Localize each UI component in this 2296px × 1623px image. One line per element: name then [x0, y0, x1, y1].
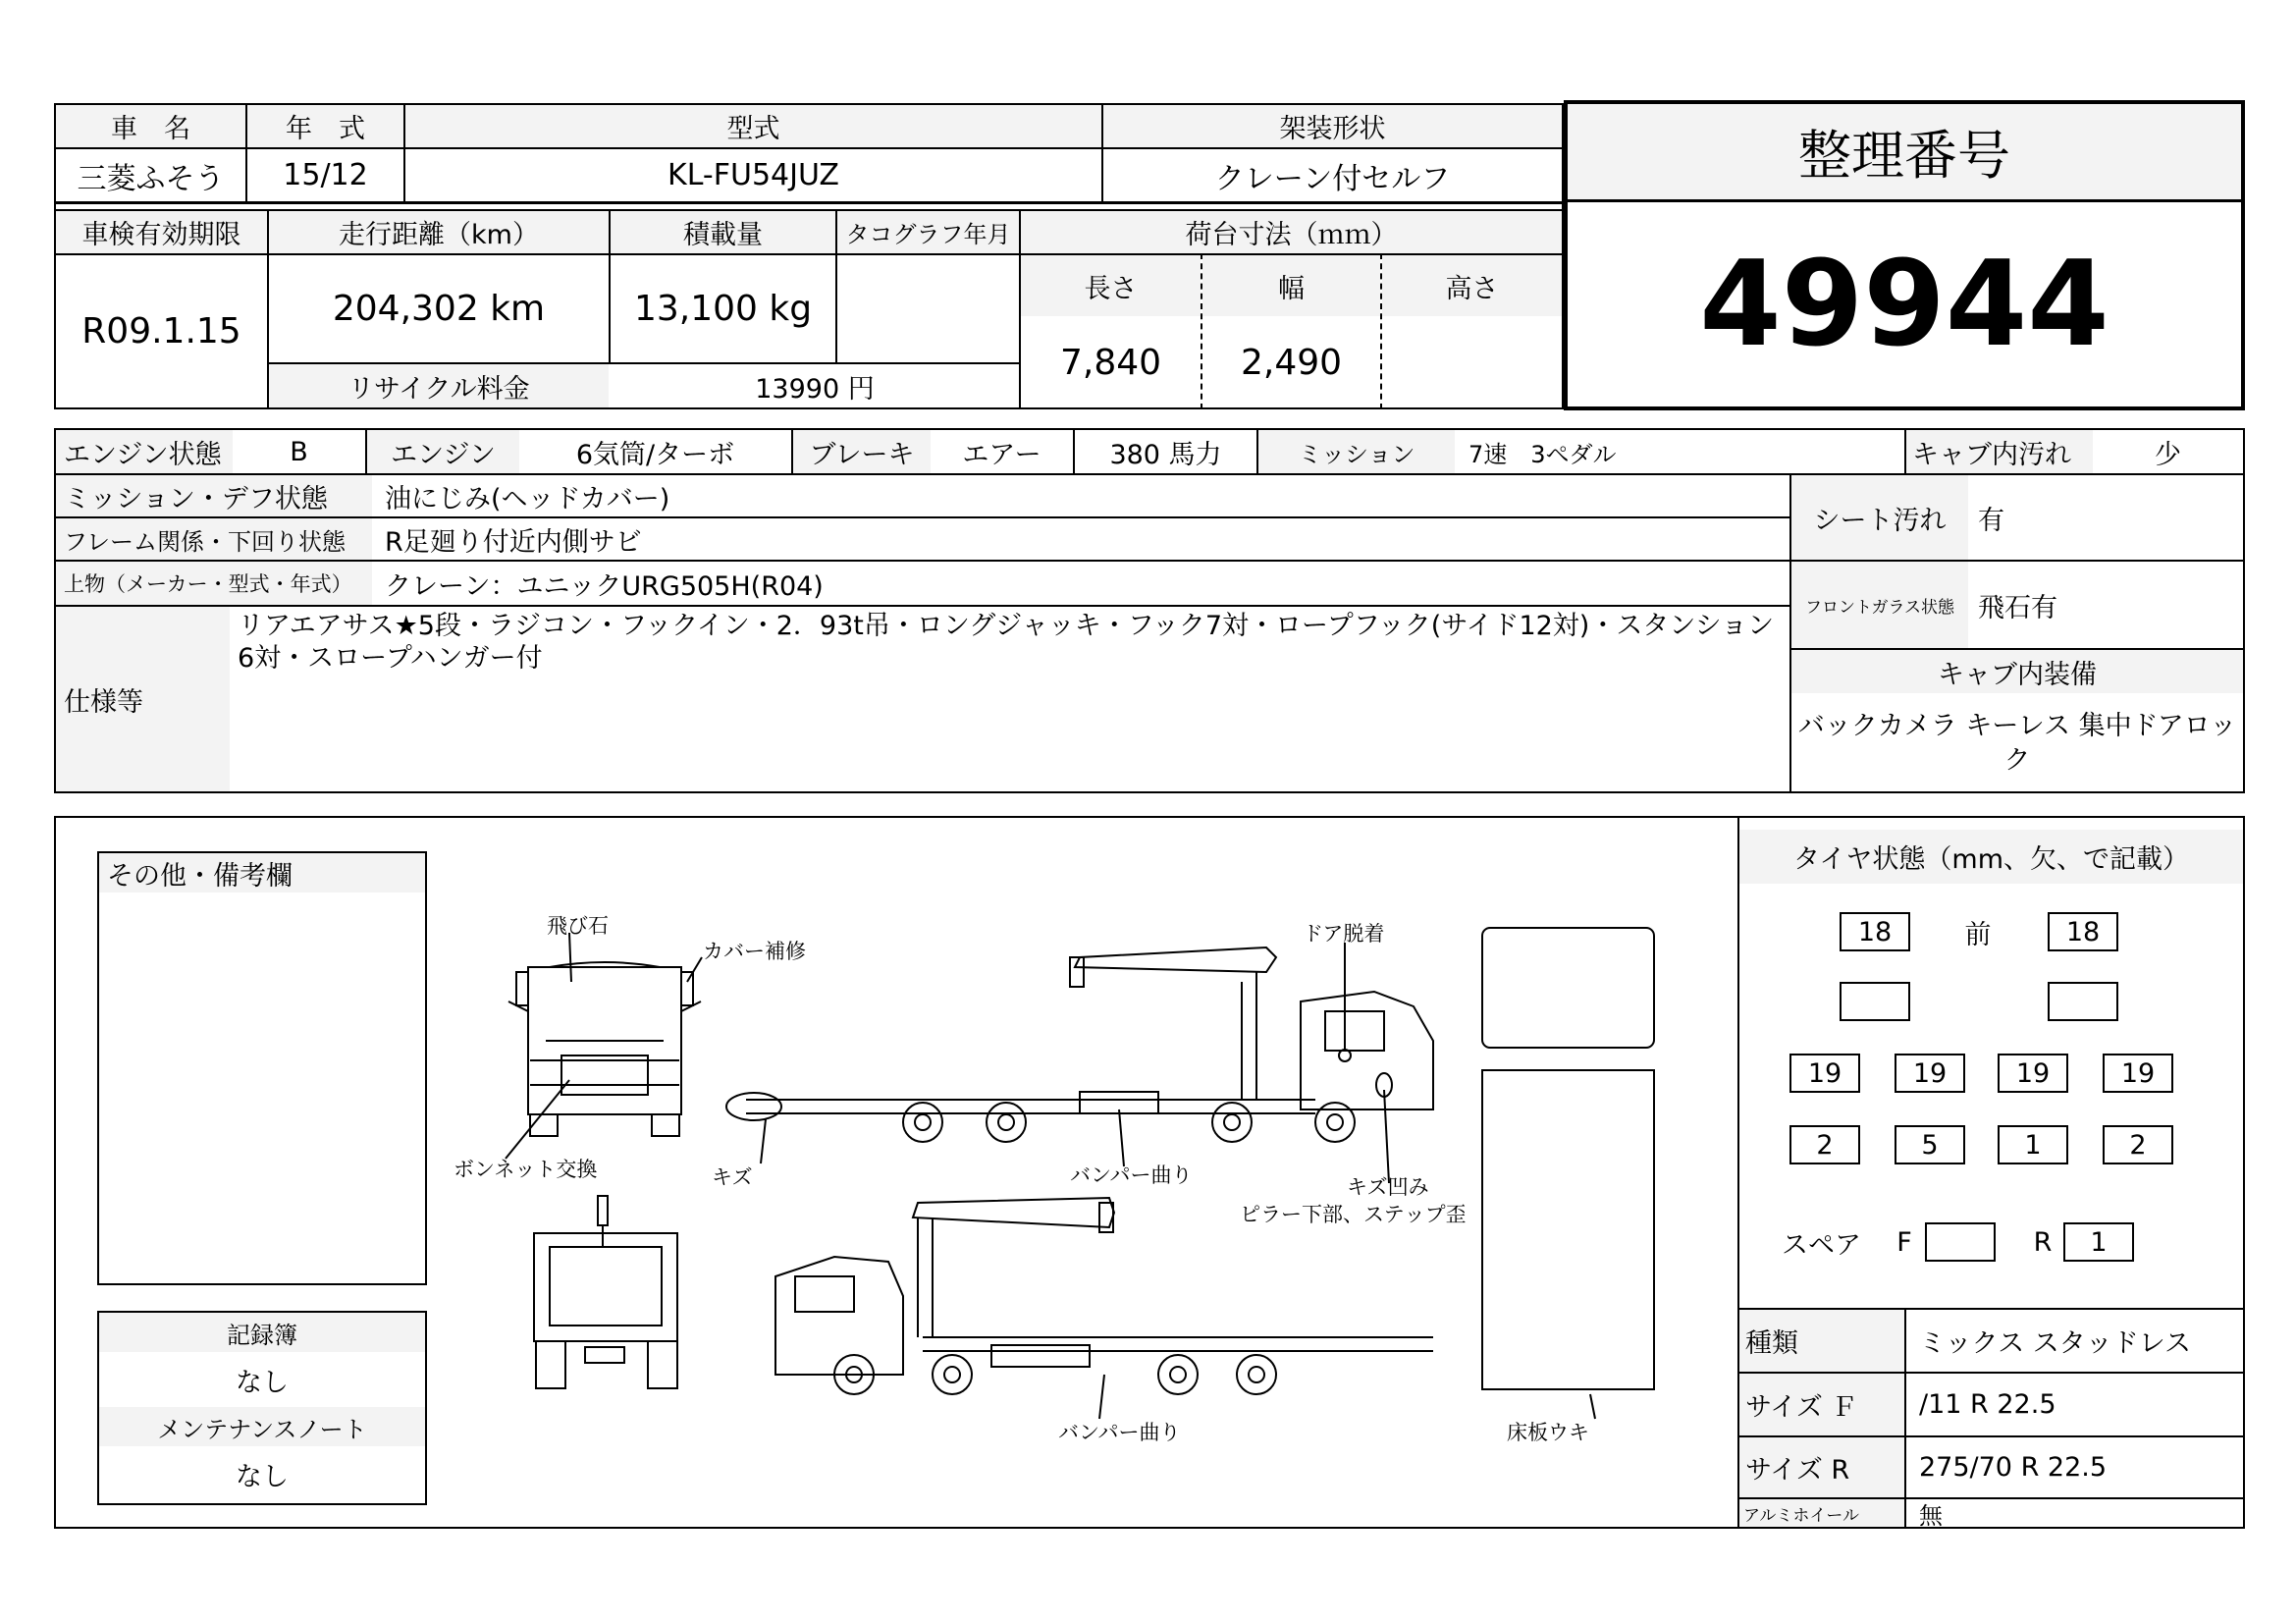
remarks-box: [97, 851, 427, 1285]
cab-equip-value: バックカメラ キーレス 集中ドアロック: [1797, 710, 2237, 776]
model-label: 型式: [405, 105, 1101, 147]
ref-number-box: [1564, 100, 2245, 410]
tire-size-r-value: 275/70 R 22.5: [1919, 1452, 2108, 1483]
tire-rear2-4: 2: [2103, 1125, 2173, 1164]
brake-value: エアー: [962, 439, 1041, 470]
tire-type-value: ミックス スタッドレス: [1919, 1328, 2191, 1359]
recycle-label: リサイクル料金: [269, 364, 609, 407]
cab-equip-label: キャブ内装備: [1791, 650, 2243, 693]
tire-rear1-2: 19: [1895, 1054, 1965, 1093]
truck-rear-view: [534, 1196, 677, 1388]
capacity-label: 積載量: [611, 211, 835, 253]
spare-f-label: F: [1896, 1226, 1912, 1258]
car-name-label: 車 名: [56, 105, 245, 147]
engine-state-label: エンジン状態: [56, 430, 233, 473]
tachograph-label: タコグラフ年月: [837, 211, 1019, 253]
note-door: ドア脱着: [1303, 922, 1385, 946]
bed-width-label: 幅: [1202, 255, 1380, 316]
spare-r-value: 1: [2063, 1222, 2134, 1262]
upper-value: クレーン：ユニックURG505H(R04): [385, 570, 824, 602]
cab-dirt-label: キャブ内汚れ: [1906, 430, 2093, 473]
body-type-value: クレーン付セルフ: [1214, 161, 1451, 196]
note-bonnet: ボンネット交換: [454, 1158, 598, 1181]
truck-side-view-right: [726, 947, 1433, 1142]
alumi-label: アルミホイール: [1739, 1499, 1904, 1527]
tire-rear2-2: 5: [1895, 1125, 1965, 1164]
note-stone: 飛び石: [547, 914, 609, 938]
tire-rear1-1: 19: [1789, 1054, 1860, 1093]
bed-top-view: [1482, 928, 1654, 1389]
spec-label: 仕様等: [56, 607, 230, 791]
tire-front-left: 18: [1840, 912, 1910, 951]
tire-size-r-label: サイズ R: [1739, 1437, 1904, 1497]
mileage-label: 走行距離（km）: [269, 211, 609, 253]
body-type-label: 架装形状: [1103, 105, 1562, 147]
tire-rear2-3: 1: [1998, 1125, 2068, 1164]
note-bumper1: バンパー曲り: [1070, 1163, 1193, 1187]
tire-type-label: 種類: [1739, 1310, 1904, 1372]
tire-front-right: 18: [2048, 912, 2118, 951]
inspection-value: R09.1.15: [81, 311, 241, 352]
horsepower-value: 380 馬力: [1109, 439, 1222, 470]
note-bumper2: バンパー曲り: [1058, 1421, 1181, 1444]
tachograph-value: [837, 255, 1019, 362]
bed-height-value: [1382, 318, 1562, 407]
spec-value: リアエアサス★5段・ラジコン・フックイン・2．93t吊・ロングジャッキ・フック7対・ロープフック(サイド12対)・スタンション6対・スロープハンガー付: [238, 611, 1775, 674]
bed-dims-label: 荷台寸法（ｍｍ）: [1021, 211, 1562, 253]
remarks-label: その他・備考欄: [99, 853, 425, 893]
spare-f-value: [1925, 1222, 1996, 1262]
spare-label: スペア: [1782, 1229, 1861, 1261]
tire-second-right: [2048, 982, 2118, 1021]
engine-label: エンジン: [367, 430, 519, 473]
frame-value: R足廻り付近内側サビ: [385, 526, 642, 558]
mission-diff-value: 油にじみ(ヘッドカバー): [385, 483, 670, 514]
tire-rear2-1: 2: [1789, 1125, 1860, 1164]
remarks-value: [107, 896, 419, 1270]
note-pillar: ピラー下部、ステップ歪: [1240, 1203, 1467, 1226]
tire-size-f-value: /11 R 22.5: [1919, 1389, 2056, 1420]
tire-size-f-label: サイズ Ｆ: [1739, 1374, 1904, 1435]
tire-rear1-3: 19: [1998, 1054, 2068, 1093]
record-label: 記録簿: [99, 1313, 425, 1352]
brake-label: ブレーキ: [793, 430, 931, 473]
note-dent: キズ凹み: [1347, 1175, 1429, 1199]
windshield-label: フロントガラス状態: [1791, 562, 1968, 648]
bed-height-label: 高さ: [1382, 255, 1562, 316]
spare-r-label: R: [2033, 1226, 2053, 1258]
model-value: KL-FU54JUZ: [667, 158, 839, 192]
tire-second-left: [1840, 982, 1910, 1021]
truck-front-view: [508, 962, 701, 1136]
bed-length-label: 長さ: [1021, 255, 1201, 316]
record-box: [97, 1311, 427, 1505]
seat-dirt-label: シート汚れ: [1791, 475, 1968, 560]
record-value: なし: [236, 1367, 289, 1398]
note-scratch: キズ: [712, 1165, 753, 1189]
windshield-value: 飛石有: [1978, 592, 2057, 623]
tire-front-label: 前: [1964, 919, 1992, 950]
year-label: 年 式: [247, 105, 403, 147]
note-cover: カバー補修: [703, 940, 806, 963]
ref-number-label: 整理番号: [1568, 104, 2241, 202]
tire-title: タイヤ状態（mm、欠、で記載）: [1739, 830, 2243, 884]
mission-label: ミッション: [1258, 430, 1455, 473]
inspection-label: 車検有効期限: [56, 211, 267, 253]
frame-label: フレーム関係・下回り状態: [56, 518, 372, 560]
engine-state-value: B: [290, 436, 308, 467]
alumi-value: 無: [1919, 1501, 1943, 1530]
mileage-value: 204,302 km: [332, 289, 546, 329]
note-floor: 床板ウキ: [1507, 1421, 1589, 1444]
engine-value: 6気筒/ターボ: [575, 439, 735, 470]
maint-label: メンテナンスノート: [99, 1407, 425, 1446]
cab-dirt-value: 少: [2155, 439, 2181, 470]
seat-dirt-value: 有: [1978, 505, 2004, 536]
tire-rear1-4: 19: [2103, 1054, 2173, 1093]
ref-number-value: 49944: [1699, 236, 2109, 373]
upper-label: 上物（メーカー・型式・年式）: [56, 562, 372, 605]
bed-length-value: 7,840: [1059, 343, 1162, 383]
car-name-value: 三菱ふそう: [77, 161, 225, 196]
capacity-value: 13,100 kg: [633, 289, 813, 329]
bed-width-value: 2,490: [1240, 343, 1343, 383]
recycle-value: 13990 円: [755, 373, 875, 405]
mission-value: 7速 3ペダル: [1468, 440, 1617, 468]
mission-diff-label: ミッション・デフ状態: [56, 475, 372, 516]
maint-value: なし: [236, 1461, 289, 1492]
year-value: 15/12: [283, 158, 368, 192]
